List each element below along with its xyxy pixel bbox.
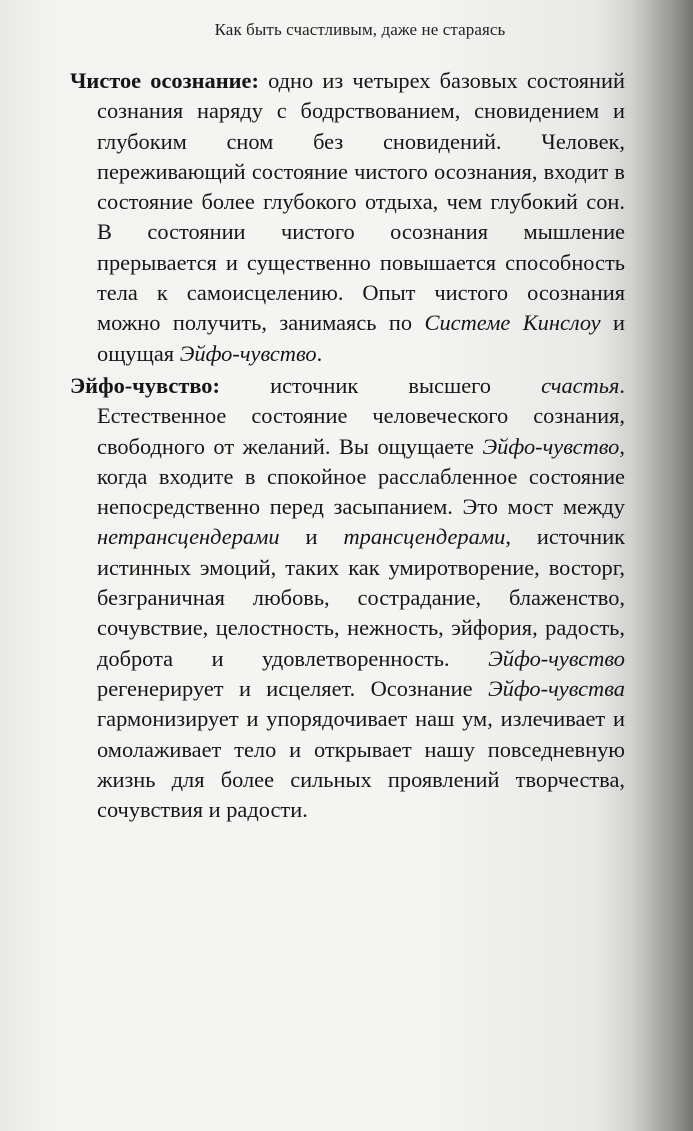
definition-text: и (279, 524, 344, 550)
glossary-term: Чистое осознание: (70, 68, 259, 93)
running-head: Как быть счастливым, даже не стараясь (214, 20, 506, 39)
definition-italic: нетрансцендерами (97, 524, 280, 550)
glossary-entry-pure-awareness (70, 66, 625, 369)
definition-italic: трансцендерами (343, 524, 506, 550)
definition-text: одно из четырех базовых состояний сознания наряду с бодрствованием, сновидением и глубоким сном без сновидений. Человек, переживающий состояние чистого осознания, входит в состояние более глубокого отдыха, чем глубокий сон. В состоянии чистого осознания мышление прерывается и существенно повышается способность тела к самоисцелению. Опыт чистого осознания можно получить, занимаясь по (97, 68, 625, 336)
definition-text: гармонизирует и упорядочивает наш ум, излечивает и омолаживает тело и открывает нашу повседневную жизнь для более сильных проявлений творчества, сочувствия и радости. (97, 706, 625, 823)
definition-text: , источник истинных эмоций, таких как умиротворение, восторг, безграничная любовь, сострадание, блаженство, сочувствие, целостность, нежность, эйфория, радость, доброта и удовлетворенность. (97, 524, 625, 671)
definition-text: и ощущая (97, 310, 625, 366)
definition-italic: Эйфо-чувство (179, 340, 317, 366)
binding-shadow (633, 0, 693, 1131)
definition-text: источник высшего (219, 372, 542, 398)
glossary-entry-eufeeling (70, 371, 625, 825)
definition-text: , когда входите в спокойное расслабленное состояние непосредственно перед засыпанием. Это мост между (97, 433, 625, 520)
definition-italic: Эйфо-чувство (482, 433, 620, 459)
definition-italic: счастья (541, 372, 620, 398)
definition-text: . Естественное состояние человеческого сознания, свободного от желаний. Вы ощущаете (97, 372, 625, 459)
definition-italic: Эйфо-чувства (487, 675, 625, 701)
definition-text: регенерирует и исцеляет. Осознание (97, 675, 488, 701)
definition-text: . (316, 340, 323, 366)
definition-italic: Системе Кинслоу (424, 310, 601, 336)
definition-italic: Эйфо-чувство (488, 645, 625, 671)
glossary-body (70, 66, 625, 825)
glossary-term: Эйфо-чувство: (70, 372, 220, 398)
